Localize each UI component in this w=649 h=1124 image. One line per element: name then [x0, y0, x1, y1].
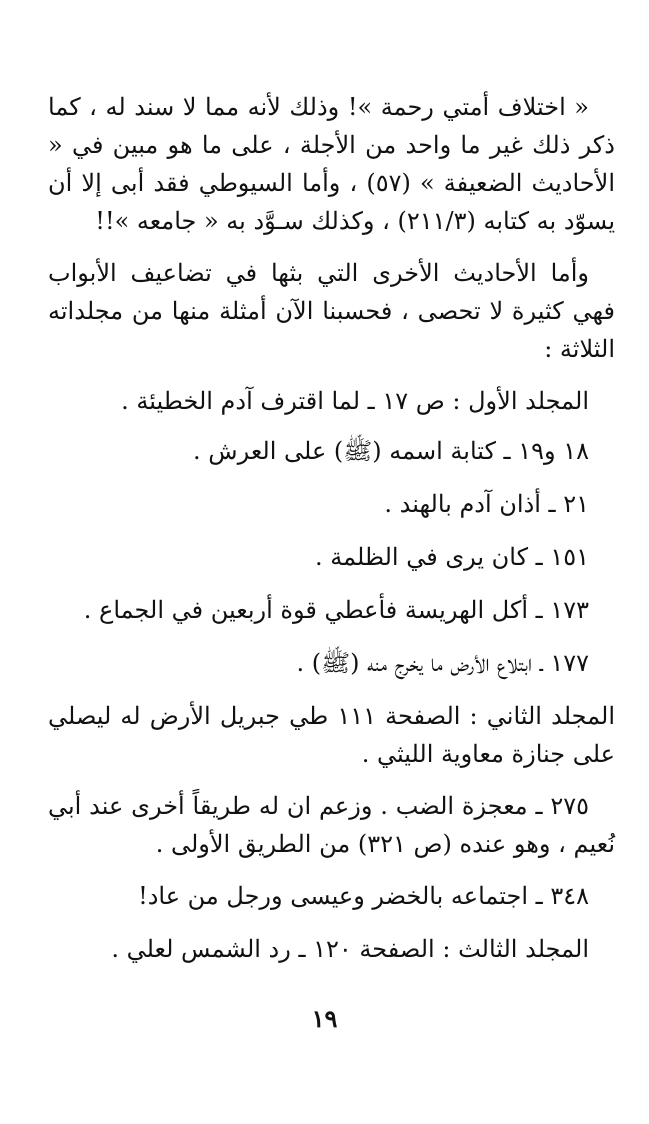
volume-2-heading: المجلد الثاني : الصفحة ١١١ طي جبريل الأرض له ليصلي على جنازة معاوية الليثي . [48, 702, 615, 768]
page-number: ١٩ [311, 1004, 338, 1033]
list-item: ١٧٧ ـ ابتلاع الأرض ما يخرج منه (ﷺ) . [296, 649, 589, 677]
list-item: ٢١ ـ أذان آدم بالهند . [384, 490, 589, 518]
page-body [48, 88, 615, 980]
list-item: ١٥١ ـ كان يرى في الظلمة . [314, 543, 589, 571]
volume-1-heading: المجلد الأول : ص ١٧ ـ لما اقترف آدم الخطيئة . [121, 387, 589, 415]
list-item: ١٧٣ ـ أكل الهريسة فأعطي قوة أربعين في الجماع . [83, 596, 589, 624]
paragraph-2: وأما الأحاديث الأخرى التي بثها في تضاعيف الأبواب فهي كثيرة لا تحصى ، فحسبنا الآن أمثلة منها من مجلداته الثلاثة : [48, 259, 615, 363]
list-item: ٣٤٨ ـ اجتماعه بالخضر وعيسى ورجل من عاد! [138, 882, 589, 910]
paragraph-1: « اختلاف أمتي رحمة »! وذلك لأنه مما لا سند له ، كما ذكر ذلك غير ما واحد من الأجلة ، على ما هو مبين في « الأحاديث الضعيفة » (٥٧) ، وأما السيوطي فقد أبى إلا أن يسوّد به كتابه (٢١١/٣) ، وكذلك سـوَّد به « جامعه »!! [48, 93, 615, 235]
list-item: ١٨ و١٩ ـ كتابة اسمه (ﷺ) على العرش . [193, 437, 589, 465]
list-item: ٢٧٥ ـ معجزة الضب . وزعم ان له طريقاً أخرى عند أبي نُعيم ، وهو عنده (ص ٣٢١) من الطريق الأولى . [48, 792, 615, 858]
volume-3-heading: المجلد الثالث : الصفحة ١٢٠ ـ رد الشمس لعلي . [111, 935, 589, 963]
